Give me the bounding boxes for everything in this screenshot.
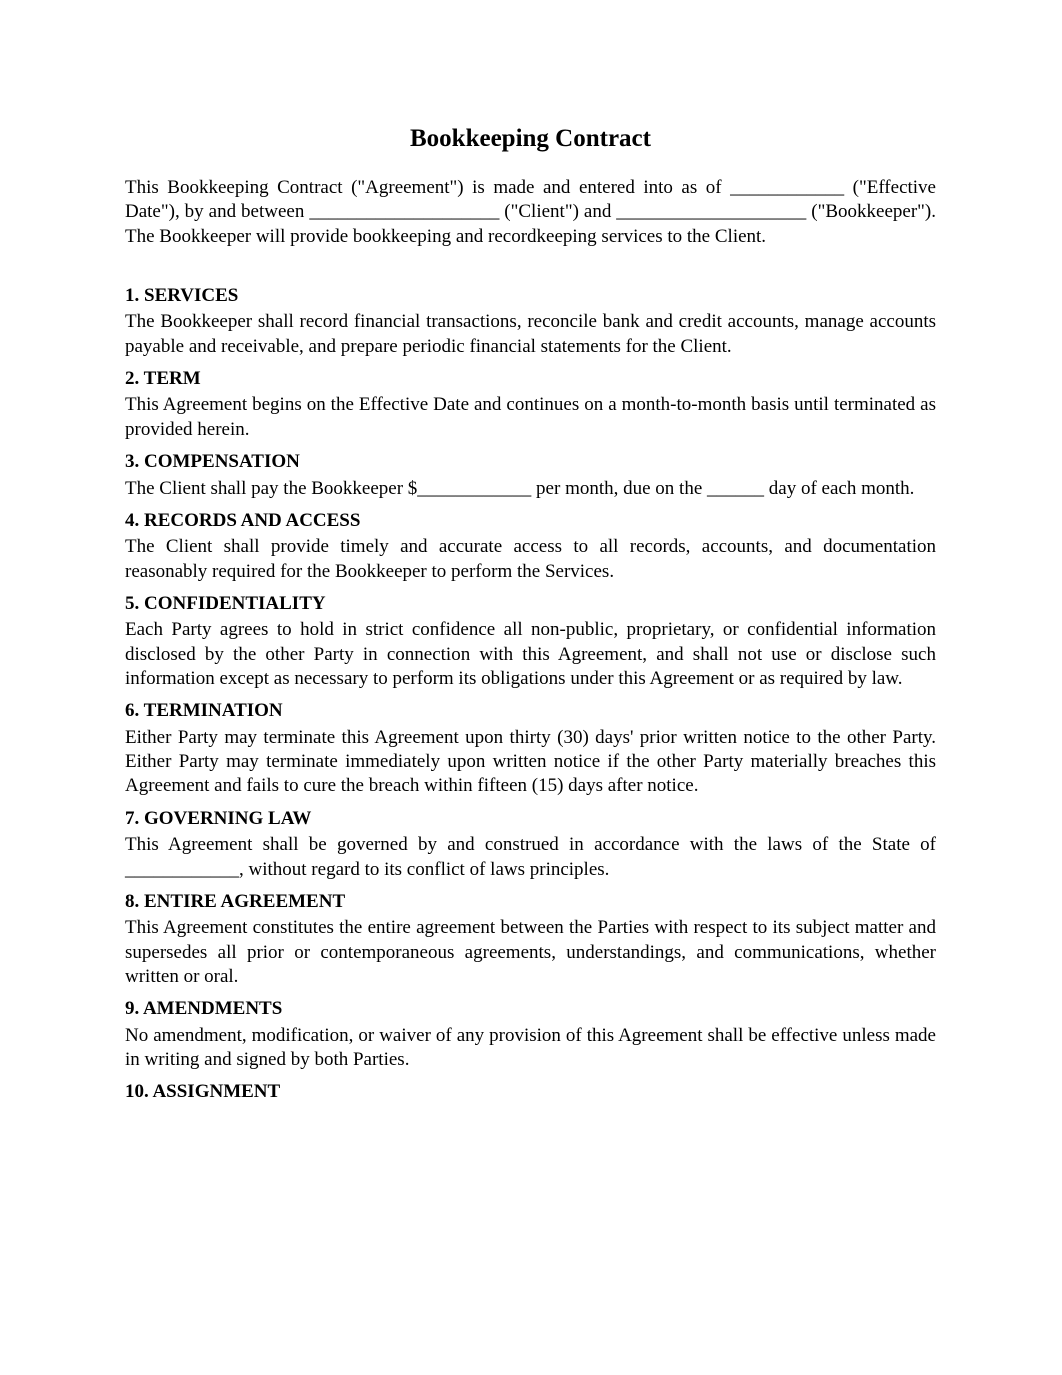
section-body: No amendment, modification, or waiver of any provision of this Agreement shall be effective unless made in writing and signed by both Parties. [125, 1024, 936, 1071]
section-heading: 4. RECORDS AND ACCESS [125, 509, 361, 531]
section-assignment [125, 1080, 936, 1105]
section-heading: 6. TERMINATION [125, 700, 283, 722]
section-heading: 3. COMPENSATION [125, 451, 300, 473]
intro-paragraph: This Bookkeeping Contract ("Agreement") is made and entered into as of ____________ ("Effective Date"), by and between ____________________ ("Client") and ____________________ ("Bookkeeper"). The Bookkeeper will provide bookkeeping and recordkeeping services to the Client. [125, 177, 936, 247]
section-records-and-access [125, 509, 936, 584]
section-term [125, 367, 936, 442]
section-governing-law [125, 807, 936, 882]
section-heading: 10. ASSIGNMENT [125, 1081, 281, 1103]
section-body: Each Party agrees to hold in strict confidence all non-public, proprietary, or confidential information disclosed by the other Party in connection with this Agreement, and shall not use or disclose such information except as necessary to perform its obligations under this Agreement or as required by law. [125, 619, 936, 690]
section-body: This Agreement begins on the Effective Date and continues on a month-to-month basis until terminated as provided herein. [125, 394, 936, 440]
section-compensation [125, 450, 936, 501]
section-heading: 2. TERM [125, 367, 201, 389]
section-body: The Client shall provide timely and accurate access to all records, accounts, and documentation reasonably required for the Bookkeeper to perform the Services. [125, 536, 936, 582]
section-heading: 8. ENTIRE AGREEMENT [125, 890, 346, 912]
section-heading: 1. SERVICES [125, 284, 239, 306]
document-title: Bookkeeping Contract [410, 125, 651, 152]
section-body: The Bookkeeper shall record financial transactions, reconcile bank and credit accounts, manage accounts payable and receivable, and prepare periodic financial statements for the Client. [125, 311, 936, 357]
section-amendments [125, 997, 936, 1072]
section-heading: 5. CONFIDENTIALITY [125, 592, 326, 614]
section-heading: 9. AMENDMENTS [125, 998, 283, 1020]
section-heading: 7. GOVERNING LAW [125, 807, 312, 829]
section-entire-agreement [125, 890, 936, 989]
section-body: This Agreement constitutes the entire agreement between the Parties with respect to its subject matter and supersedes all prior or contemporaneous agreements, understandings, and communications, whether written or oral. [125, 917, 936, 987]
section-body: This Agreement shall be governed by and construed in accordance with the laws of the State of ____________, without regard to its conflict of laws principles. [125, 834, 936, 880]
section-services [125, 284, 936, 359]
section-confidentiality [125, 592, 936, 691]
document-page [125, 122, 936, 1113]
section-body: Either Party may terminate this Agreement upon thirty (30) days' prior written notice to the other Party. Either Party may terminate immediately upon written notice if the other Party materially breaches this Agreement and fails to cure the breach within fifteen (15) days after notice. [125, 726, 936, 797]
section-body: The Client shall pay the Bookkeeper $____________ per month, due on the ______ day of each month. [125, 477, 915, 499]
section-termination [125, 699, 936, 798]
